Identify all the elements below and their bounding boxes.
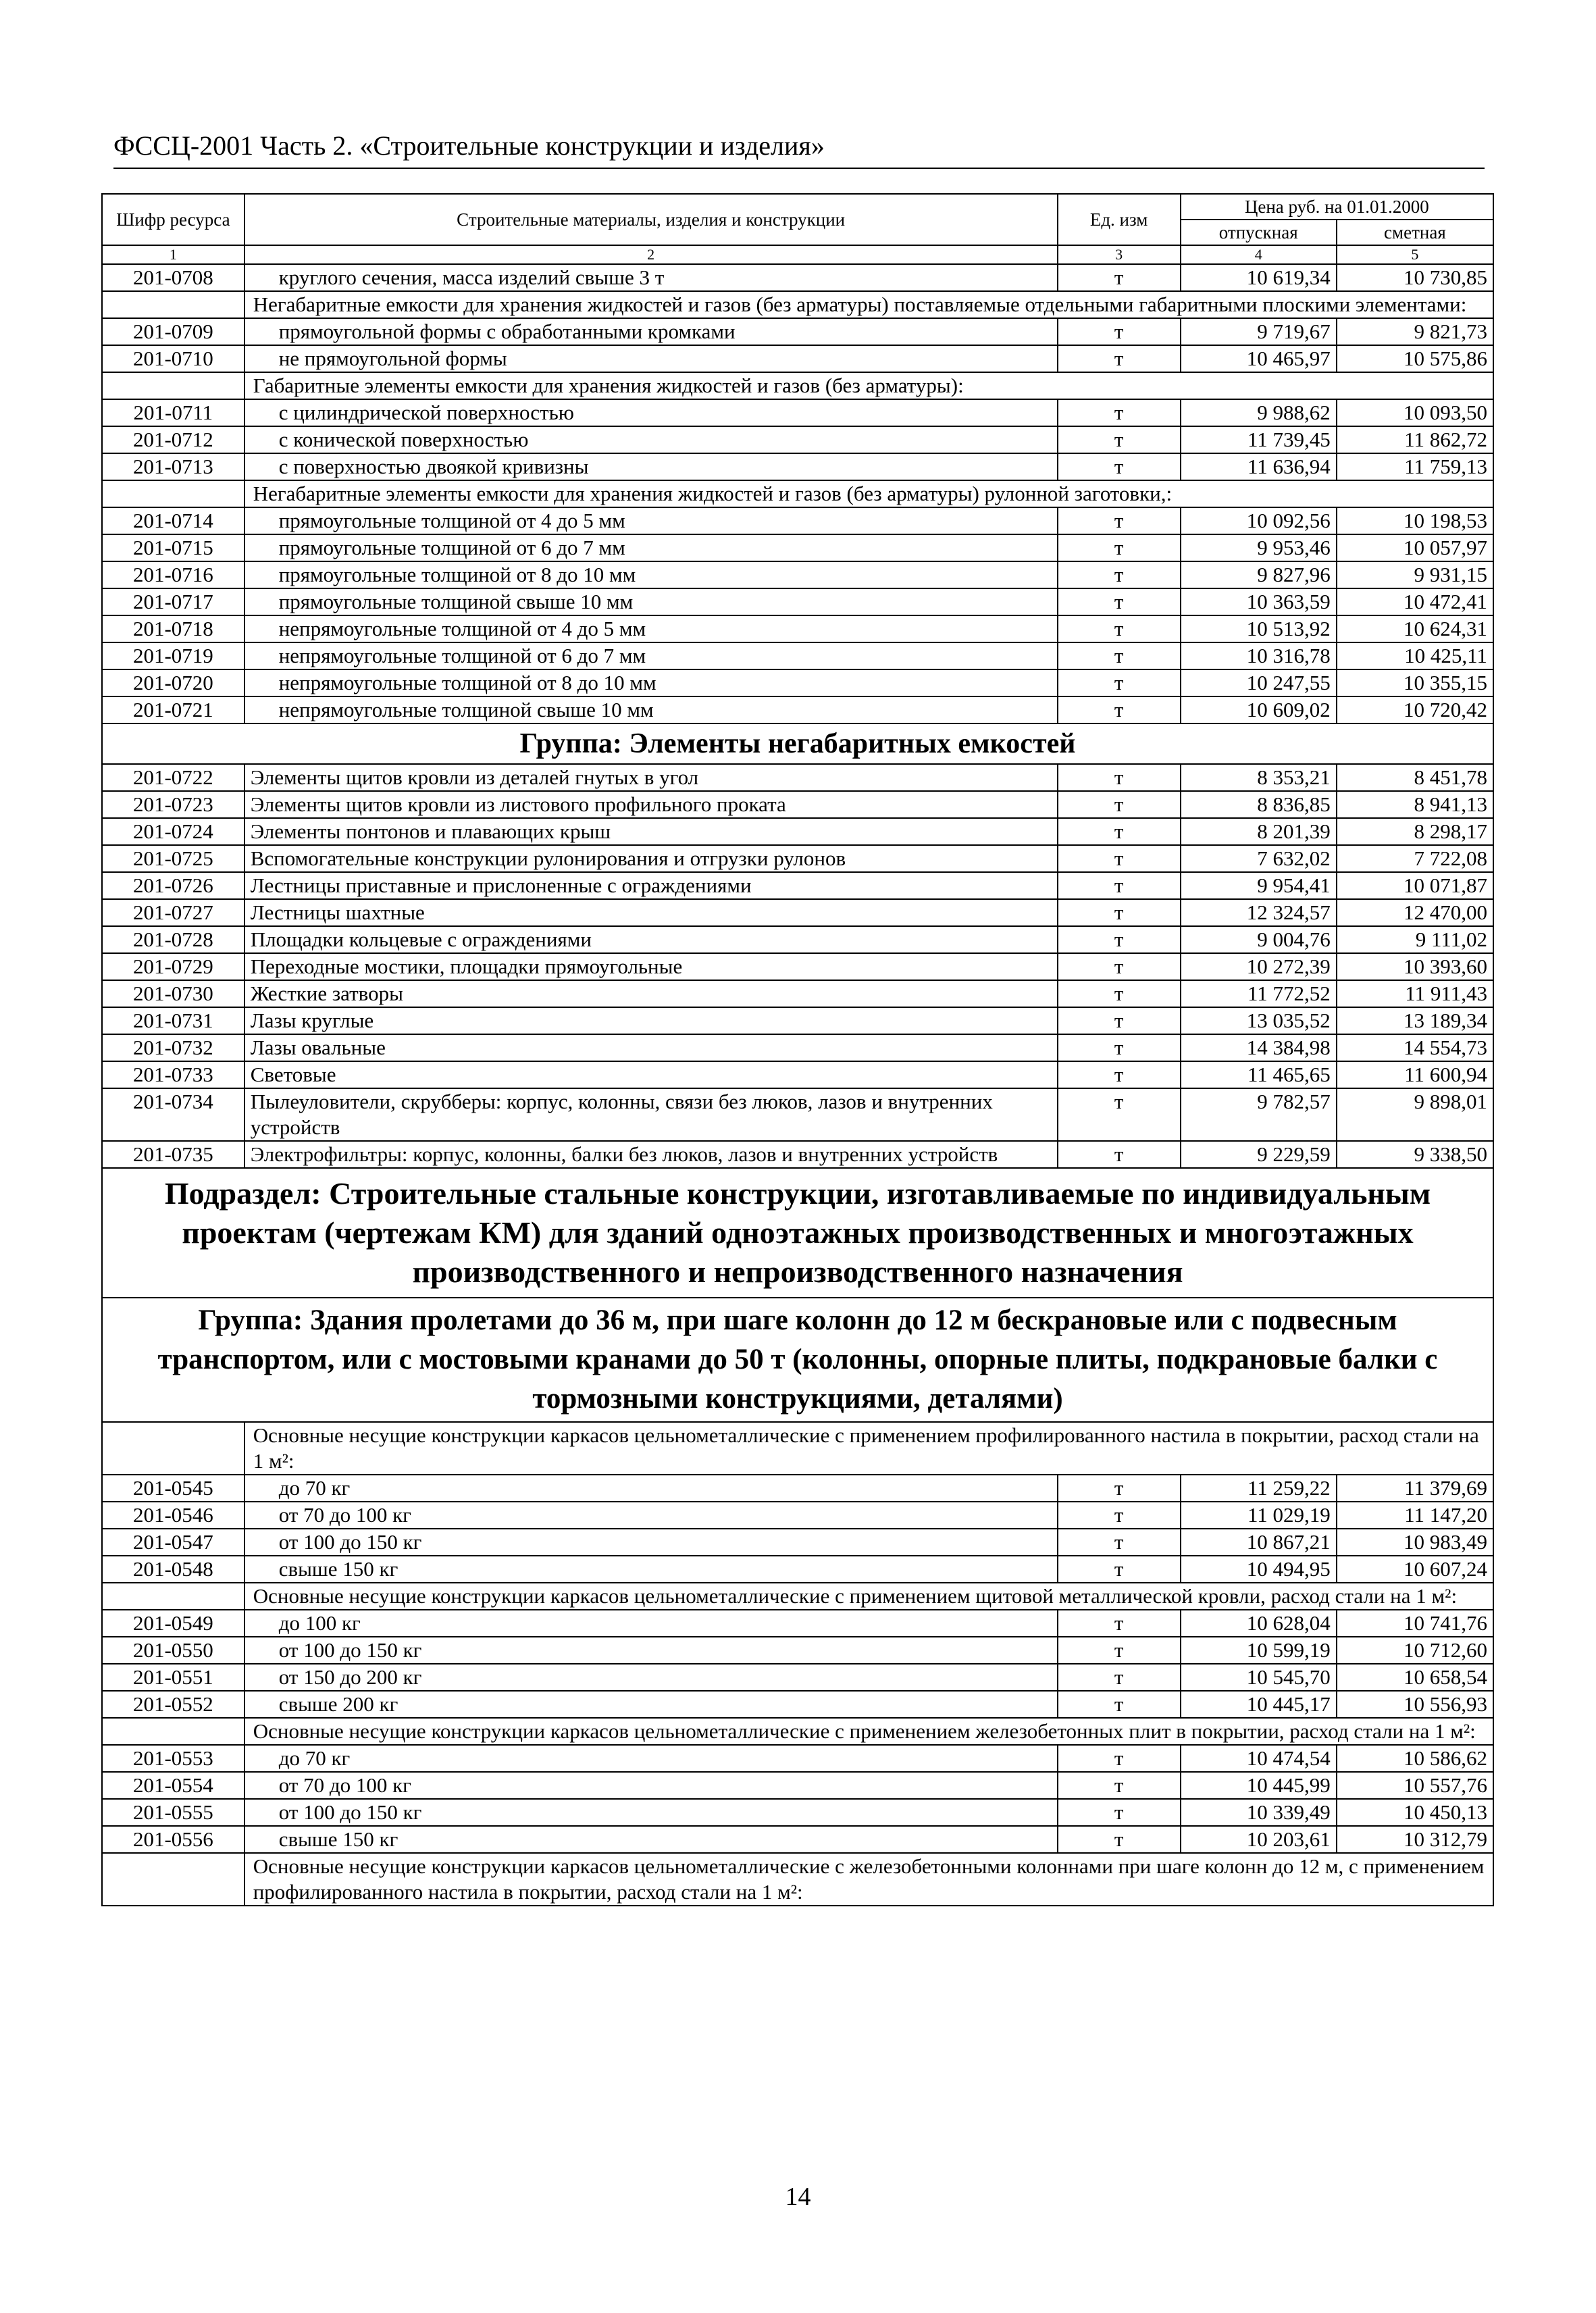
item-name: Пылеуловители, скрубберы: корпус, колонны, связи без люков, лазов и внутренних устройств	[244, 1088, 1058, 1141]
category-note: Габаритные элементы емкости для хранения жидкостей и газов (без арматуры):	[244, 372, 1493, 399]
group-heading-row	[102, 1298, 1493, 1422]
resource-code: 201-0709	[102, 318, 244, 345]
table-row	[102, 534, 1493, 561]
release-price: 9 988,62	[1181, 399, 1337, 426]
estimate-price: 10 355,15	[1337, 669, 1493, 696]
estimate-price: 10 607,24	[1337, 1556, 1493, 1583]
col-header-code: Шифр ресурса	[102, 194, 244, 245]
estimate-price: 10 720,42	[1337, 696, 1493, 723]
release-price: 9 719,67	[1181, 318, 1337, 345]
estimate-price: 11 911,43	[1337, 980, 1493, 1007]
resource-code: 201-0734	[102, 1088, 244, 1141]
estimate-price: 10 057,97	[1337, 534, 1493, 561]
category-note: Основные несущие конструкции каркасов цельнометаллические с применением профилированного настила в покрытии, расход стали на 1 м²:	[244, 1422, 1493, 1475]
table-row	[102, 1529, 1493, 1556]
resource-code: 201-0720	[102, 669, 244, 696]
estimate-price: 10 312,79	[1337, 1826, 1493, 1853]
item-name: Элементы щитов кровли из листового профильного проката	[244, 791, 1058, 818]
release-price: 9 782,57	[1181, 1088, 1337, 1141]
unit-cell: т	[1058, 1034, 1181, 1061]
estimate-price: 10 393,60	[1337, 953, 1493, 980]
release-price: 11 029,19	[1181, 1502, 1337, 1529]
resource-code: 201-0548	[102, 1556, 244, 1583]
resource-code: 201-0710	[102, 345, 244, 372]
release-price: 10 316,78	[1181, 642, 1337, 669]
unit-cell: т	[1058, 872, 1181, 899]
item-name: непрямоугольные толщиной от 6 до 7 мм	[244, 642, 1058, 669]
release-price: 11 465,65	[1181, 1061, 1337, 1088]
release-price: 13 035,52	[1181, 1007, 1337, 1034]
unit-cell: т	[1058, 1529, 1181, 1556]
release-price: 8 201,39	[1181, 818, 1337, 845]
empty-code-cell	[102, 291, 244, 318]
empty-code-cell	[102, 1718, 244, 1745]
release-price: 10 445,99	[1181, 1772, 1337, 1799]
category-note-row	[102, 1583, 1493, 1610]
table-row	[102, 1061, 1493, 1088]
resource-code: 201-0547	[102, 1529, 244, 1556]
item-name: не прямоугольной формы	[244, 345, 1058, 372]
release-price: 10 247,55	[1181, 669, 1337, 696]
table-row	[102, 764, 1493, 791]
resource-code: 201-0719	[102, 642, 244, 669]
category-note-row	[102, 1853, 1493, 1906]
estimate-price: 9 931,15	[1337, 561, 1493, 588]
resource-code: 201-0718	[102, 615, 244, 642]
resource-code: 201-0553	[102, 1745, 244, 1772]
release-price: 10 609,02	[1181, 696, 1337, 723]
category-note-row	[102, 372, 1493, 399]
item-name: прямоугольные толщиной свыше 10 мм	[244, 588, 1058, 615]
estimate-price: 10 472,41	[1337, 588, 1493, 615]
estimate-price: 9 111,02	[1337, 926, 1493, 953]
price-table	[101, 193, 1494, 1906]
item-name: круглого сечения, масса изделий свыше 3 т	[244, 264, 1058, 291]
table-row	[102, 1772, 1493, 1799]
release-price: 11 636,94	[1181, 453, 1337, 480]
unit-cell: т	[1058, 1088, 1181, 1141]
table-row	[102, 953, 1493, 980]
item-name: свыше 150 кг	[244, 1826, 1058, 1853]
empty-code-cell	[102, 372, 244, 399]
table-row	[102, 1502, 1493, 1529]
release-price: 10 445,17	[1181, 1691, 1337, 1718]
col-header-release: отпускная	[1181, 220, 1337, 245]
category-note: Негабаритные емкости для хранения жидкостей и газов (без арматуры) поставляемые отдельными габаритными плоскими элементами:	[244, 291, 1493, 318]
unit-cell: т	[1058, 926, 1181, 953]
estimate-price: 11 147,20	[1337, 1502, 1493, 1529]
resource-code: 201-0721	[102, 696, 244, 723]
table-row	[102, 1475, 1493, 1502]
table-row	[102, 1610, 1493, 1637]
unit-cell: т	[1058, 534, 1181, 561]
resource-code: 201-0722	[102, 764, 244, 791]
item-name: Лазы овальные	[244, 1034, 1058, 1061]
table-row	[102, 791, 1493, 818]
resource-code: 201-0550	[102, 1637, 244, 1664]
resource-code: 201-0732	[102, 1034, 244, 1061]
unit-cell: т	[1058, 1637, 1181, 1664]
unit-cell: т	[1058, 791, 1181, 818]
column-number: 2	[244, 245, 1058, 264]
unit-cell: т	[1058, 1502, 1181, 1529]
table-row	[102, 345, 1493, 372]
table-row	[102, 1745, 1493, 1772]
resource-code: 201-0714	[102, 507, 244, 534]
empty-code-cell	[102, 1583, 244, 1610]
estimate-price: 9 898,01	[1337, 1088, 1493, 1141]
release-price: 7 632,02	[1181, 845, 1337, 872]
estimate-price: 10 586,62	[1337, 1745, 1493, 1772]
section-heading-row	[102, 1168, 1493, 1298]
resource-code: 201-0549	[102, 1610, 244, 1637]
release-price: 11 259,22	[1181, 1475, 1337, 1502]
resource-code: 201-0556	[102, 1826, 244, 1853]
item-name: свыше 150 кг	[244, 1556, 1058, 1583]
resource-code: 201-0554	[102, 1772, 244, 1799]
column-number: 4	[1181, 245, 1337, 264]
resource-code: 201-0729	[102, 953, 244, 980]
item-name: Жесткие затворы	[244, 980, 1058, 1007]
item-name: Лестницы приставные и прислоненные с ограждениями	[244, 872, 1058, 899]
table-row	[102, 264, 1493, 291]
estimate-price: 10 575,86	[1337, 345, 1493, 372]
item-name: от 70 до 100 кг	[244, 1772, 1058, 1799]
empty-code-cell	[102, 480, 244, 507]
item-name: от 100 до 150 кг	[244, 1799, 1058, 1826]
col-header-name: Строительные материалы, изделия и конструкции	[244, 194, 1058, 245]
item-name: непрямоугольные толщиной свыше 10 мм	[244, 696, 1058, 723]
estimate-price: 7 722,08	[1337, 845, 1493, 872]
estimate-price: 10 983,49	[1337, 1529, 1493, 1556]
resource-code: 201-0726	[102, 872, 244, 899]
unit-cell: т	[1058, 264, 1181, 291]
col-header-estimate: сметная	[1337, 220, 1493, 245]
resource-code: 201-0715	[102, 534, 244, 561]
resource-code: 201-0717	[102, 588, 244, 615]
table-row	[102, 1691, 1493, 1718]
release-price: 14 384,98	[1181, 1034, 1337, 1061]
resource-code: 201-0730	[102, 980, 244, 1007]
unit-cell: т	[1058, 953, 1181, 980]
estimate-price: 10 556,93	[1337, 1691, 1493, 1718]
release-price: 10 545,70	[1181, 1664, 1337, 1691]
estimate-price: 10 730,85	[1337, 264, 1493, 291]
unit-cell: т	[1058, 899, 1181, 926]
table-row	[102, 507, 1493, 534]
item-name: прямоугольные толщиной от 4 до 5 мм	[244, 507, 1058, 534]
page-header: ФССЦ-2001 Часть 2. «Строительные конструкции и изделия»	[113, 130, 1485, 169]
release-price: 10 363,59	[1181, 588, 1337, 615]
unit-cell: т	[1058, 507, 1181, 534]
estimate-price: 14 554,73	[1337, 1034, 1493, 1061]
item-name: прямоугольной формы с обработанными кромками	[244, 318, 1058, 345]
estimate-price: 12 470,00	[1337, 899, 1493, 926]
table-row	[102, 899, 1493, 926]
category-note: Негабаритные элементы емкости для хранения жидкостей и газов (без арматуры) рулонной заготовки,:	[244, 480, 1493, 507]
release-price: 10 494,95	[1181, 1556, 1337, 1583]
unit-cell: т	[1058, 318, 1181, 345]
unit-cell: т	[1058, 1664, 1181, 1691]
table-row	[102, 399, 1493, 426]
resource-code: 201-0723	[102, 791, 244, 818]
estimate-price: 11 862,72	[1337, 426, 1493, 453]
resource-code: 201-0725	[102, 845, 244, 872]
unit-cell: т	[1058, 1691, 1181, 1718]
item-name: до 70 кг	[244, 1745, 1058, 1772]
table-row	[102, 426, 1493, 453]
table-row	[102, 1826, 1493, 1853]
item-name: Вспомогательные конструкции рулонирования и отгрузки рулонов	[244, 845, 1058, 872]
unit-cell: т	[1058, 1475, 1181, 1502]
estimate-price: 13 189,34	[1337, 1007, 1493, 1034]
resource-code: 201-0551	[102, 1664, 244, 1691]
release-price: 10 465,97	[1181, 345, 1337, 372]
item-name: от 100 до 150 кг	[244, 1529, 1058, 1556]
item-name: от 70 до 100 кг	[244, 1502, 1058, 1529]
release-price: 10 092,56	[1181, 507, 1337, 534]
table-row	[102, 926, 1493, 953]
table-row	[102, 1799, 1493, 1826]
resource-code: 201-0552	[102, 1691, 244, 1718]
table-row	[102, 872, 1493, 899]
estimate-price: 11 600,94	[1337, 1061, 1493, 1088]
table-row	[102, 1034, 1493, 1061]
table-row	[102, 1007, 1493, 1034]
unit-cell: т	[1058, 1061, 1181, 1088]
column-number: 3	[1058, 245, 1181, 264]
unit-cell: т	[1058, 426, 1181, 453]
release-price: 10 599,19	[1181, 1637, 1337, 1664]
item-name: Переходные мостики, площадки прямоугольные	[244, 953, 1058, 980]
item-name: от 100 до 150 кг	[244, 1637, 1058, 1664]
item-name: Световые	[244, 1061, 1058, 1088]
category-note-row	[102, 291, 1493, 318]
section-heading: Подраздел: Строительные стальные конструкции, изготавливаемые по индивидуальным проектам (чертежам КМ) для зданий одноэтажных производственных и многоэтажных производственного и непроизводственного назначения	[102, 1168, 1493, 1298]
unit-cell: т	[1058, 669, 1181, 696]
unit-cell: т	[1058, 561, 1181, 588]
estimate-price: 10 450,13	[1337, 1799, 1493, 1826]
release-price: 9 954,41	[1181, 872, 1337, 899]
table-row	[102, 318, 1493, 345]
estimate-price: 10 425,11	[1337, 642, 1493, 669]
resource-code: 201-0731	[102, 1007, 244, 1034]
group-heading: Группа: Здания пролетами до 36 м, при шаге колонн до 12 м бескрановые или с подвесным транспортом, или с мостовыми кранами до 50 т (колонны, опорные плиты, подкрановые балки с тормозными конструкциями, деталями)	[102, 1298, 1493, 1422]
estimate-price: 11 379,69	[1337, 1475, 1493, 1502]
unit-cell: т	[1058, 764, 1181, 791]
estimate-price: 10 071,87	[1337, 872, 1493, 899]
unit-cell: т	[1058, 453, 1181, 480]
empty-code-cell	[102, 1853, 244, 1906]
release-price: 9 004,76	[1181, 926, 1337, 953]
estimate-price: 9 821,73	[1337, 318, 1493, 345]
empty-code-cell	[102, 1422, 244, 1475]
release-price: 10 619,34	[1181, 264, 1337, 291]
page-number: 14	[785, 2183, 811, 2211]
release-price: 10 628,04	[1181, 1610, 1337, 1637]
release-price: 11 739,45	[1181, 426, 1337, 453]
release-price: 8 836,85	[1181, 791, 1337, 818]
estimate-price: 10 557,76	[1337, 1772, 1493, 1799]
item-name: Площадки кольцевые с ограждениями	[244, 926, 1058, 953]
estimate-price: 10 712,60	[1337, 1637, 1493, 1664]
item-name: Элементы понтонов и плавающих крыш	[244, 818, 1058, 845]
unit-cell: т	[1058, 1799, 1181, 1826]
item-name: с цилиндрической поверхностью	[244, 399, 1058, 426]
unit-cell: т	[1058, 399, 1181, 426]
unit-cell: т	[1058, 980, 1181, 1007]
unit-cell: т	[1058, 1826, 1181, 1853]
estimate-price: 10 624,31	[1337, 615, 1493, 642]
release-price: 10 339,49	[1181, 1799, 1337, 1826]
resource-code: 201-0728	[102, 926, 244, 953]
release-price: 9 953,46	[1181, 534, 1337, 561]
unit-cell: т	[1058, 818, 1181, 845]
table-row	[102, 669, 1493, 696]
unit-cell: т	[1058, 1772, 1181, 1799]
table-row	[102, 615, 1493, 642]
item-name: Лестницы шахтные	[244, 899, 1058, 926]
estimate-price: 8 451,78	[1337, 764, 1493, 791]
table-row	[102, 1556, 1493, 1583]
release-price: 8 353,21	[1181, 764, 1337, 791]
release-price: 10 867,21	[1181, 1529, 1337, 1556]
unit-cell: т	[1058, 1610, 1181, 1637]
item-name: Электрофильтры: корпус, колонны, балки без люков, лазов и внутренних устройств	[244, 1141, 1058, 1168]
item-name: непрямоугольные толщиной от 8 до 10 мм	[244, 669, 1058, 696]
resource-code: 201-0711	[102, 399, 244, 426]
category-note: Основные несущие конструкции каркасов цельнометаллические с применением железобетонных плит в покрытии, расход стали на 1 м²:	[244, 1718, 1493, 1745]
item-name: Элементы щитов кровли из деталей гнутых в угол	[244, 764, 1058, 791]
column-number: 5	[1337, 245, 1493, 264]
resource-code: 201-0712	[102, 426, 244, 453]
unit-cell: т	[1058, 1141, 1181, 1168]
item-name: непрямоугольные толщиной от 4 до 5 мм	[244, 615, 1058, 642]
release-price: 10 513,92	[1181, 615, 1337, 642]
unit-cell: т	[1058, 1556, 1181, 1583]
table-row	[102, 1141, 1493, 1168]
release-price: 10 474,54	[1181, 1745, 1337, 1772]
table-row	[102, 588, 1493, 615]
unit-cell: т	[1058, 845, 1181, 872]
unit-cell: т	[1058, 1745, 1181, 1772]
resource-code: 201-0727	[102, 899, 244, 926]
resource-code: 201-0735	[102, 1141, 244, 1168]
release-price: 10 203,61	[1181, 1826, 1337, 1853]
table-row	[102, 1088, 1493, 1141]
col-header-unit: Ед. изм	[1058, 194, 1181, 245]
table-row	[102, 980, 1493, 1007]
column-numbers-row	[102, 245, 1493, 264]
group-heading-row	[102, 723, 1493, 764]
table-row	[102, 1664, 1493, 1691]
item-name: до 70 кг	[244, 1475, 1058, 1502]
resource-code: 201-0546	[102, 1502, 244, 1529]
unit-cell: т	[1058, 642, 1181, 669]
estimate-price: 10 198,53	[1337, 507, 1493, 534]
unit-cell: т	[1058, 1007, 1181, 1034]
category-note-row	[102, 1718, 1493, 1745]
item-name: Лазы круглые	[244, 1007, 1058, 1034]
item-name: прямоугольные толщиной от 8 до 10 мм	[244, 561, 1058, 588]
item-name: с поверхностью двоякой кривизны	[244, 453, 1058, 480]
category-note: Основные несущие конструкции каркасов цельнометаллические с применением щитовой металлической кровли, расход стали на 1 м²:	[244, 1583, 1493, 1610]
resource-code: 201-0724	[102, 818, 244, 845]
unit-cell: т	[1058, 588, 1181, 615]
estimate-price: 8 298,17	[1337, 818, 1493, 845]
resource-code: 201-0545	[102, 1475, 244, 1502]
item-name: до 100 кг	[244, 1610, 1058, 1637]
item-name: прямоугольные толщиной от 6 до 7 мм	[244, 534, 1058, 561]
table-row	[102, 845, 1493, 872]
table-header-row	[102, 194, 1493, 220]
item-name: свыше 200 кг	[244, 1691, 1058, 1718]
resource-code: 201-0555	[102, 1799, 244, 1826]
col-header-price: Цена руб. на 01.01.2000	[1181, 194, 1493, 220]
table-row	[102, 642, 1493, 669]
column-number: 1	[102, 245, 244, 264]
unit-cell: т	[1058, 696, 1181, 723]
category-note-row	[102, 1422, 1493, 1475]
estimate-price: 10 093,50	[1337, 399, 1493, 426]
estimate-price: 10 658,54	[1337, 1664, 1493, 1691]
resource-code: 201-0708	[102, 264, 244, 291]
estimate-price: 9 338,50	[1337, 1141, 1493, 1168]
table-row	[102, 561, 1493, 588]
estimate-price: 11 759,13	[1337, 453, 1493, 480]
item-name: с конической поверхностью	[244, 426, 1058, 453]
release-price: 10 272,39	[1181, 953, 1337, 980]
category-note: Основные несущие конструкции каркасов цельнометаллические с железобетонными колоннами при шаге колонн до 12 м, с применением профилированного настила в покрытии, расход стали на 1 м²:	[244, 1853, 1493, 1906]
release-price: 11 772,52	[1181, 980, 1337, 1007]
item-name: от 150 до 200 кг	[244, 1664, 1058, 1691]
table-row	[102, 818, 1493, 845]
group-heading: Группа: Элементы негабаритных емкостей	[102, 723, 1493, 764]
resource-code: 201-0713	[102, 453, 244, 480]
unit-cell: т	[1058, 345, 1181, 372]
category-note-row	[102, 480, 1493, 507]
release-price: 9 827,96	[1181, 561, 1337, 588]
release-price: 12 324,57	[1181, 899, 1337, 926]
table-row	[102, 1637, 1493, 1664]
resource-code: 201-0716	[102, 561, 244, 588]
release-price: 9 229,59	[1181, 1141, 1337, 1168]
resource-code: 201-0733	[102, 1061, 244, 1088]
unit-cell: т	[1058, 615, 1181, 642]
estimate-price: 8 941,13	[1337, 791, 1493, 818]
table-row	[102, 696, 1493, 723]
estimate-price: 10 741,76	[1337, 1610, 1493, 1637]
table-row	[102, 453, 1493, 480]
